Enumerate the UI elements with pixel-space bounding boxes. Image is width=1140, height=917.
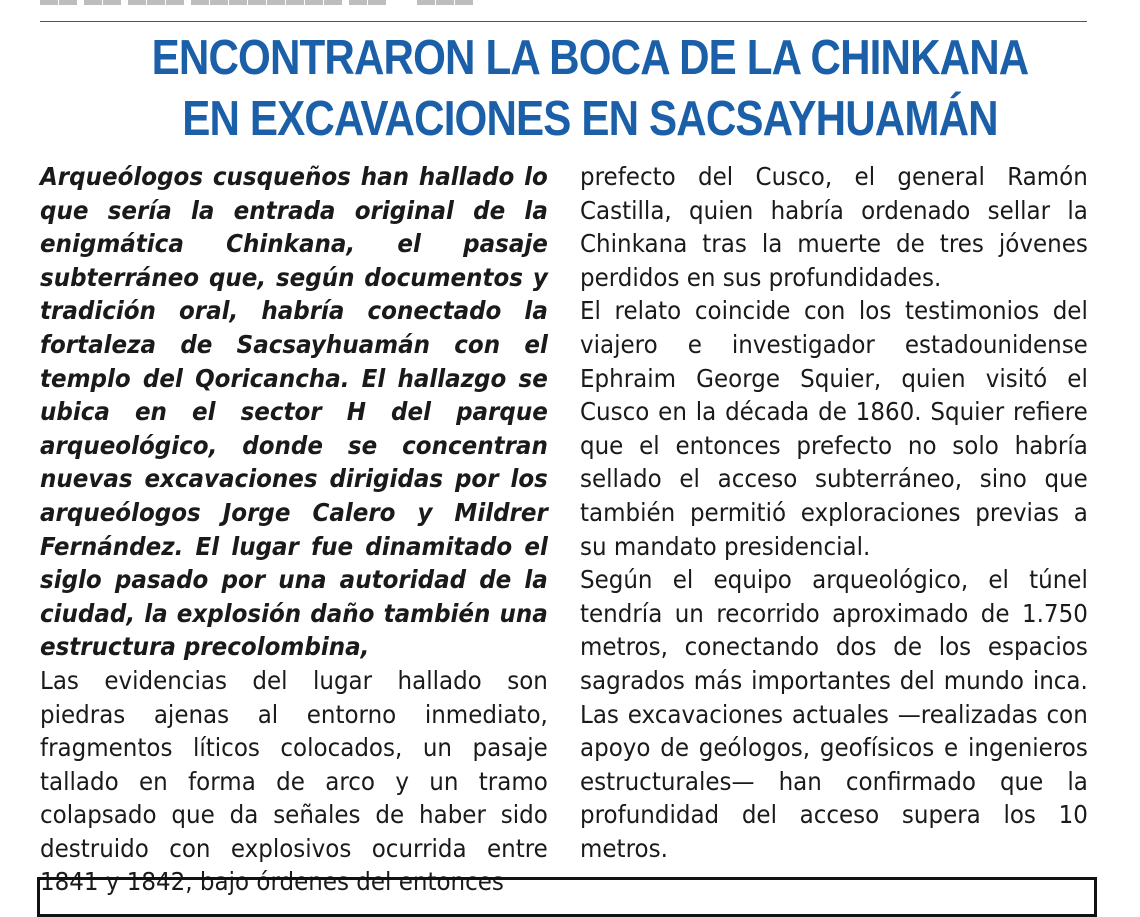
article-paragraph-evidence-continued: prefecto del Cusco, el general Ramón Castilla, quien habría ordenado sellar la Chinkana tras la muerte de tres jóvenes perdidos en sus profundidades. [580, 162, 1088, 292]
headline-line-1: ENCONTRARON LA BOCA DE LA CHINKANA [151, 31, 1029, 85]
article-paragraph-tunnel: Según el equipo arqueológico, el túnel tendría un recorrido aproximado de 1.750 metros, conectando dos de los espacios sagrados más importantes del mundo inca. Las excavaciones actuales —realizadas con apoyo de geólogos, geofísicos e ingenieros estructurales— han confirmado que la profundidad del acceso supera los 10 metros. [580, 565, 1088, 863]
article-paragraph-evidence: Las evidencias del lugar hallado son piedras ajenas al entorno inmediato, fragmentos líticos colocados, un pasaje tallado en forma de arco y un tramo colapsado que da señales de haber sido destruido con explosivos ocurrida entre 1841 y 1842, bajo órdenes del entonces [40, 665, 548, 897]
cut-off-header-strip [0, 0, 1140, 12]
article-column-right [580, 160, 1088, 865]
headline-line-2: EN EXCAVACIONES EN SACSAYHUAMÁN [182, 92, 998, 146]
article-lead-paragraph: Arqueólogos cusqueños han hallado lo que sería la entrada original de la enigmática Chinkana, el pasaje subterráneo que, según documentos y tradición oral, habría conectado la fortaleza de Sacsayhuamán con el templo del Qoricancha. El hallazgo se ubica en el sector H del parque arqueológico, donde se concentran nuevas excavaciones dirigidas por los arqueólogos Jorge Calero y Mildrer Fernández. El lugar fue dinamitado el siglo pasado por una autoridad de la ciudad, la explosión daño también una estructura precolombina, [40, 162, 548, 662]
article-headline [117, 28, 1063, 150]
cut-off-header-decoration [40, 0, 474, 10]
header-rule [40, 21, 1087, 22]
article-paragraph-squier: El relato coincide con los testimonios del viajero e investigador estadounidense Ephraim George Squier, quien visitó el Cusco en la década de 1860. Squier refiere que el entonces prefecto no solo habría sellado el acceso subterráneo, sino que también permitió exploraciones previas a su mandato presidencial. [580, 296, 1088, 561]
article-column-left [40, 160, 548, 899]
bottom-boxed-section [37, 877, 1097, 917]
